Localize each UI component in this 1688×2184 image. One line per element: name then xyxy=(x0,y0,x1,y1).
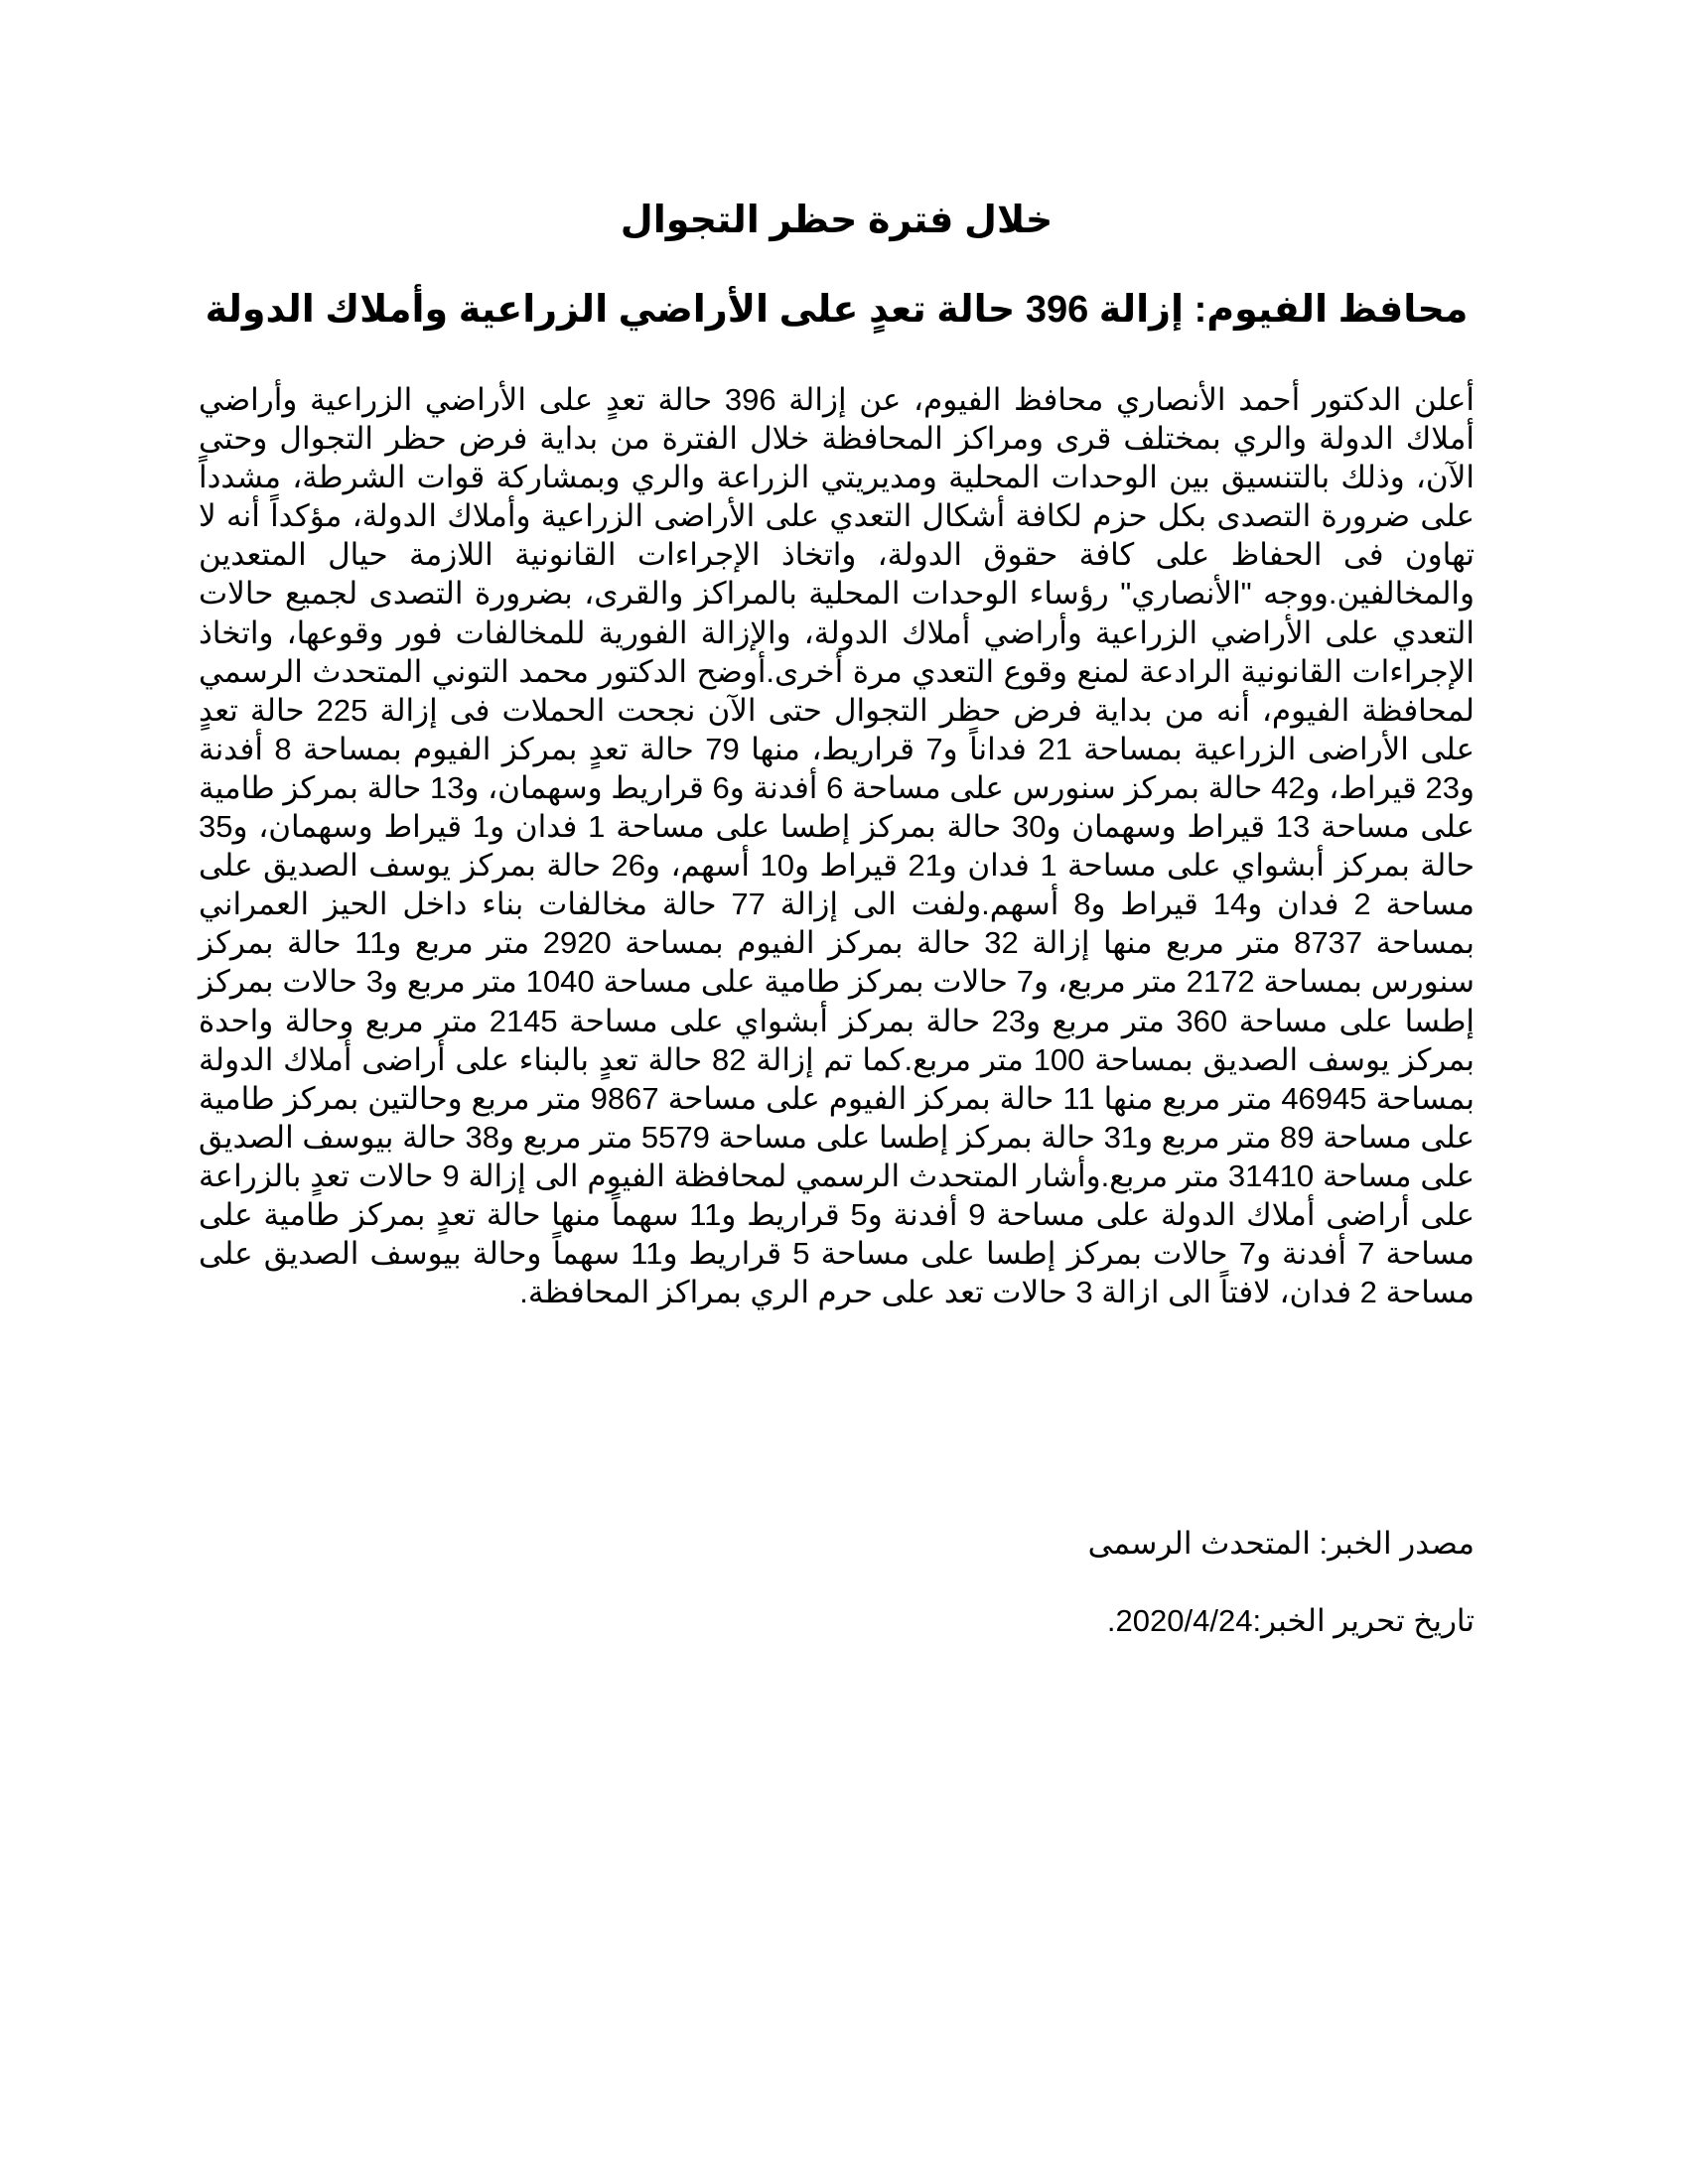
document-page xyxy=(199,0,1475,2184)
document-body: أعلن الدكتور أحمد الأنصاري محافظ الفيوم، عن إزالة 396 حالة تعدٍ على الأراضي الزراعية وأراضي أملاك الدولة والري بمختلف قرى ومراكز المحافظة خلال الفترة من بداية فرض حظر التجوال وحتى الآن، وذلك بالتنسيق بين الوحدات المحلية ومديريتي الزراعة والري وبمشاركة قوات الشرطة، مشدداً على ضرورة التصدى بكل حزم لكافة أشكال التعدي على الأراضى الزراعية وأملاك الدولة، مؤكداً أنه لا تهاون فى الحفاظ على كافة حقوق الدولة، واتخاذ الإجراءات القانونية اللازمة حيال المتعدين والمخالفين.ووجه "الأنصاري" رؤساء الوحدات المحلية بالمراكز والقرى، بضرورة التصدى لجميع حالات التعدي على الأراضي الزراعية وأراضي أملاك الدولة، والإزالة الفورية للمخالفات فور وقوعها، واتخاذ الإجراءات القانونية الرادعة لمنع وقوع التعدي مرة أخرى.أوضح الدكتور محمد التوني المتحدث الرسمي لمحافظة الفيوم، أنه من بداية فرض حظر التجوال حتى الآن نجحت الحملات فى إزالة 225 حالة تعدٍ على الأراضى الزراعية بمساحة 21 فداناً و7 قراريط، منها 79 حالة تعدٍ بمركز الفيوم بمساحة 8 أفدنة و23 قيراط، و42 حالة بمركز سنورس على مساحة 6 أفدنة و6 قراريط وسهمان، و13 حالة بمركز طامية على مساحة 13 قيراط وسهمان و30 حالة بمركز إطسا على مساحة 1 فدان و1 قيراط وسهمان، و35 حالة بمركز أبشواي على مساحة 1 فدان و21 قيراط و10 أسهم، و26 حالة بمركز يوسف الصديق على مساحة 2 فدان و14 قيراط و8 أسهم.ولفت الى إزالة 77 حالة مخالفات بناء داخل الحيز العمراني بمساحة 8737 متر مربع منها إزالة 32 حالة بمركز الفيوم بمساحة 2920 متر مربع و11 حالة بمركز سنورس بمساحة 2172 متر مربع، و7 حالات بمركز طامية على مساحة 1040 متر مربع و3 حالات بمركز إطسا على مساحة 360 متر مربع و23 حالة بمركز أبشواي على مساحة 2145 متر مربع وحالة واحدة بمركز يوسف الصديق بمساحة 100 متر مربع.كما تم إزالة 82 حالة تعدٍ بالبناء على أراضى أملاك الدولة بمساحة 46945 متر مربع منها 11 حالة بمركز الفيوم على مساحة 9867 متر مربع وحالتين بمركز طامية على مساحة 89 متر مربع و31 حالة بمركز إطسا على مساحة 5579 متر مربع و38 حالة بيوسف الصديق على مساحة 31410 متر مربع.وأشار المتحدث الرسمي لمحافظة الفيوم الى إزالة 9 حالات تعدٍ بالزراعة على أراضى أملاك الدولة على مساحة 9 أفدنة و5 قراريط و11 سهماً منها حالة تعدٍ بمركز طامية على مساحة 7 أفدنة و7 حالات بمركز إطسا على مساحة 5 قراريط و11 سهماً وحالة بيوسف الصديق على مساحة 2 فدان، لافتاً الى ازالة 3 حالات تعد على حرم الري بمراكز المحافظة. xyxy=(199,382,1476,1310)
document-kicker: خلال فترة حظر التجوال xyxy=(620,200,1054,241)
news-source-line: مصدر الخبر: المتحدث الرسمى xyxy=(1087,1526,1475,1561)
news-date-line: تاريخ تحرير الخبر:2020/4/24. xyxy=(1106,1603,1475,1638)
document-headline: محافظ الفيوم: إزالة 396 حالة تعدٍ على الأراضي الزراعية وأملاك الدولة xyxy=(205,289,1469,331)
